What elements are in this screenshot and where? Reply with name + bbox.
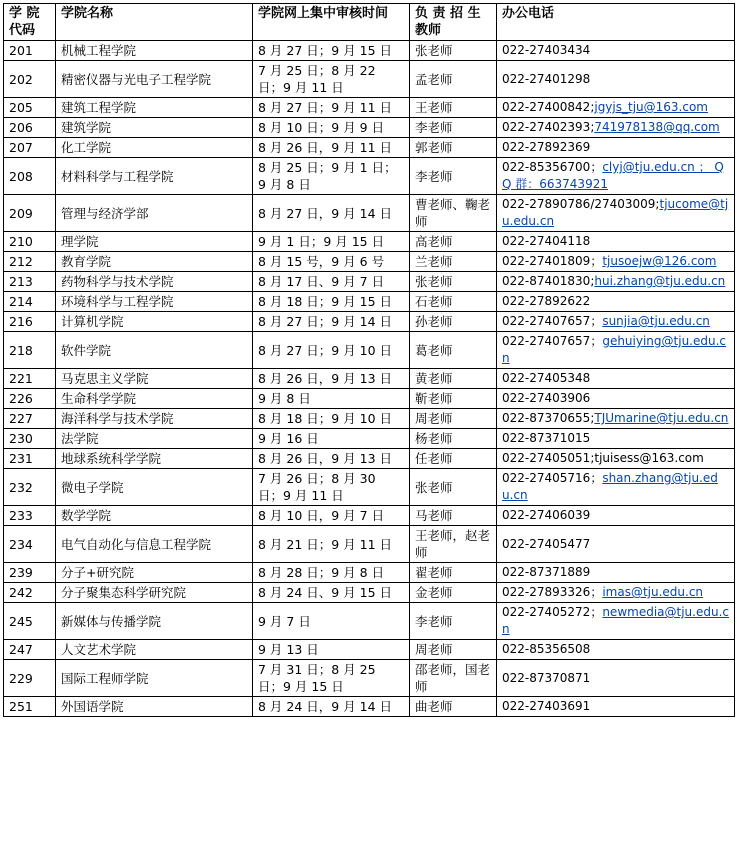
college-name-cell: 外国语学院 <box>56 697 253 717</box>
contact-cell <box>497 138 735 158</box>
office-phone: 022-87370655; <box>502 411 595 425</box>
college-name-cell: 精密仪器与光电子工程学院 <box>56 61 253 98</box>
office-phone: 022-27404118 <box>502 234 591 248</box>
review-time-cell: 9 月 8 日 <box>253 389 410 409</box>
review-time-cell: 8 月 28 日；9 月 8 日 <box>253 563 410 583</box>
college-code-cell: 229 <box>4 660 56 697</box>
table-row <box>4 312 735 332</box>
teacher-cell: 郭老师 <box>410 138 497 158</box>
college-code-cell: 218 <box>4 332 56 369</box>
table-row <box>4 118 735 138</box>
office-phone: 022-87371889 <box>502 565 591 579</box>
contact-cell <box>497 332 735 369</box>
college-name-cell: 生命科学学院 <box>56 389 253 409</box>
college-code-cell: 206 <box>4 118 56 138</box>
teacher-cell: 曲老师 <box>410 697 497 717</box>
office-phone: 022-27407657； <box>502 314 603 328</box>
table-row <box>4 603 735 640</box>
teacher-cell: 孙老师 <box>410 312 497 332</box>
teacher-cell: 李老师 <box>410 603 497 640</box>
college-contact-table <box>3 3 735 717</box>
review-time-cell: 8 月 26 日，9 月 13 日 <box>253 449 410 469</box>
college-name-cell: 材料科学与工程学院 <box>56 158 253 195</box>
office-phone: 022-27400842; <box>502 100 595 114</box>
teacher-cell: 王老师 <box>410 98 497 118</box>
header-office-phone: 办公电话 <box>497 4 735 41</box>
review-time-cell: 7 月 25 日；8 月 22 日；9 月 11 日 <box>253 61 410 98</box>
table-row <box>4 369 735 389</box>
review-time-cell: 8 月 26 日，9 月 13 日 <box>253 369 410 389</box>
table-row <box>4 409 735 429</box>
contact-cell <box>497 158 735 195</box>
table-row <box>4 583 735 603</box>
office-phone: 022-27892369 <box>502 140 591 154</box>
office-phone: 022-27403691 <box>502 699 591 713</box>
college-name-cell: 建筑学院 <box>56 118 253 138</box>
table-row <box>4 61 735 98</box>
email-link[interactable]: clyj@tju.edu.cn ； QQ 群：663743921 <box>502 160 724 191</box>
contact-cell <box>497 98 735 118</box>
contact-cell <box>497 118 735 138</box>
contact-cell <box>497 563 735 583</box>
contact-cell <box>497 195 735 232</box>
review-time-cell: 9 月 16 日 <box>253 429 410 449</box>
review-time-cell: 8 月 27 日；9 月 10 日 <box>253 332 410 369</box>
office-phone: 022-87370871 <box>502 670 591 685</box>
college-code-cell: 230 <box>4 429 56 449</box>
college-code-cell: 210 <box>4 232 56 252</box>
college-name-cell: 软件学院 <box>56 332 253 369</box>
contact-cell <box>497 506 735 526</box>
email-text: tjuisess@163.com <box>594 451 704 465</box>
contact-cell <box>497 389 735 409</box>
teacher-cell: 石老师 <box>410 292 497 312</box>
office-phone: 022-27405348 <box>502 371 591 385</box>
college-name-cell: 药物科学与技术学院 <box>56 272 253 292</box>
college-code-cell: 247 <box>4 640 56 660</box>
college-name-cell: 理学院 <box>56 232 253 252</box>
table-body <box>4 41 735 717</box>
table-row <box>4 660 735 697</box>
review-time-cell: 8 月 26 日，9 月 11 日 <box>253 138 410 158</box>
table-header <box>4 4 735 41</box>
review-time-cell: 8 月 10 日；9 月 9 日 <box>253 118 410 138</box>
header-row <box>4 4 735 41</box>
email-link[interactable]: TJUmarine@tju.edu.cn <box>594 411 729 425</box>
office-phone: 022-27407657； <box>502 334 603 348</box>
office-phone: 022-27402393; <box>502 120 595 134</box>
teacher-cell: 翟老师 <box>410 563 497 583</box>
college-name-cell: 国际工程师学院 <box>56 660 253 697</box>
table-row <box>4 158 735 195</box>
teacher-cell: 邵老师，国老师 <box>410 660 497 697</box>
teacher-cell: 张老师 <box>410 41 497 61</box>
table-row <box>4 332 735 369</box>
review-time-cell: 8 月 10 日，9 月 7 日 <box>253 506 410 526</box>
teacher-cell: 兰老师 <box>410 252 497 272</box>
contact-cell <box>497 583 735 603</box>
college-code-cell: 202 <box>4 61 56 98</box>
college-name-cell: 建筑工程学院 <box>56 98 253 118</box>
college-name-cell: 机械工程学院 <box>56 41 253 61</box>
table-row <box>4 469 735 506</box>
college-code-cell: 233 <box>4 506 56 526</box>
table-row <box>4 195 735 232</box>
college-code-cell: 212 <box>4 252 56 272</box>
teacher-cell: 马老师 <box>410 506 497 526</box>
college-code-cell: 213 <box>4 272 56 292</box>
teacher-cell: 金老师 <box>410 583 497 603</box>
contact-cell <box>497 429 735 449</box>
review-time-cell: 8 月 21 日；9 月 11 日 <box>253 526 410 563</box>
review-time-cell: 7 月 26 日；8 月 30 日；9 月 11 日 <box>253 469 410 506</box>
office-phone: 022-85356700； <box>502 160 603 174</box>
college-name-cell: 人文艺术学院 <box>56 640 253 660</box>
table-row <box>4 506 735 526</box>
college-name-cell: 地球系统科学学院 <box>56 449 253 469</box>
college-name-cell: 化工学院 <box>56 138 253 158</box>
teacher-cell: 李老师 <box>410 118 497 138</box>
table-row <box>4 98 735 118</box>
college-code-cell: 216 <box>4 312 56 332</box>
teacher-cell: 周老师 <box>410 409 497 429</box>
office-phone: 022-27401298 <box>502 71 591 86</box>
office-phone: 022-27405051; <box>502 451 595 465</box>
review-time-cell: 8 月 27 日；9 月 14 日 <box>253 312 410 332</box>
table-row <box>4 449 735 469</box>
office-phone: 022-27892622 <box>502 294 591 308</box>
contact-cell <box>497 41 735 61</box>
college-code-cell: 251 <box>4 697 56 717</box>
table-row <box>4 389 735 409</box>
table-row <box>4 292 735 312</box>
office-phone: 022-87371015 <box>502 431 591 445</box>
review-time-cell: 9 月 1 日；9 月 15 日 <box>253 232 410 252</box>
review-time-cell: 8 月 17 日、9 月 7 日 <box>253 272 410 292</box>
college-name-cell: 管理与经济学部 <box>56 195 253 232</box>
review-time-cell: 8 月 27 日；9 月 11 日 <box>253 98 410 118</box>
table-row <box>4 41 735 61</box>
contact-cell <box>497 469 735 506</box>
table-row <box>4 138 735 158</box>
teacher-cell: 高老师 <box>410 232 497 252</box>
office-phone: 022-27406039 <box>502 508 591 522</box>
office-phone: 022-27893326； <box>502 585 603 599</box>
email-link[interactable]: shan.zhang@tju.edu.cn <box>502 471 718 502</box>
teacher-cell: 黄老师 <box>410 369 497 389</box>
table-row <box>4 272 735 292</box>
office-phone: 022-87401830; <box>502 274 595 288</box>
college-code-cell: 207 <box>4 138 56 158</box>
teacher-cell: 王老师，赵老师 <box>410 526 497 563</box>
contact-cell <box>497 312 735 332</box>
table-row <box>4 640 735 660</box>
office-phone: 022-27401809； <box>502 254 603 268</box>
college-code-cell: 214 <box>4 292 56 312</box>
contact-cell <box>497 603 735 640</box>
office-phone: 022-27405716； <box>502 471 603 485</box>
college-code-cell: 227 <box>4 409 56 429</box>
email-link[interactable]: tjusoejw@126.com <box>602 254 717 268</box>
college-code-cell: 201 <box>4 41 56 61</box>
office-phone: 022-27405477 <box>502 536 591 551</box>
contact-cell <box>497 409 735 429</box>
teacher-cell: 曹老师、鞠老师 <box>410 195 497 232</box>
contact-cell <box>497 272 735 292</box>
college-code-cell: 205 <box>4 98 56 118</box>
contact-cell <box>497 697 735 717</box>
college-name-cell: 数学学院 <box>56 506 253 526</box>
college-name-cell: 法学院 <box>56 429 253 449</box>
college-code-cell: 245 <box>4 603 56 640</box>
contact-cell <box>497 449 735 469</box>
college-name-cell: 微电子学院 <box>56 469 253 506</box>
email-link[interactable]: 741978138@qq.com <box>594 120 720 134</box>
teacher-cell: 任老师 <box>410 449 497 469</box>
college-code-cell: 231 <box>4 449 56 469</box>
teacher-cell: 张老师 <box>410 469 497 506</box>
table-row <box>4 232 735 252</box>
college-name-cell: 教育学院 <box>56 252 253 272</box>
office-phone: 022-27405272； <box>502 605 603 619</box>
contact-cell <box>497 640 735 660</box>
contact-cell <box>497 526 735 563</box>
email-link[interactable]: jgyjs_tju@163.com <box>594 100 708 114</box>
office-phone: 022-27403434 <box>502 43 591 57</box>
college-name-cell: 分子+研究院 <box>56 563 253 583</box>
office-phone: 022-27890786/27403009; <box>502 197 660 211</box>
college-code-cell: 208 <box>4 158 56 195</box>
header-college-code: 学 院 代码 <box>4 4 56 41</box>
review-time-cell: 8 月 27 日，9 月 14 日 <box>253 195 410 232</box>
college-code-cell: 242 <box>4 583 56 603</box>
teacher-cell: 靳老师 <box>410 389 497 409</box>
teacher-cell: 葛老师 <box>410 332 497 369</box>
email-link[interactable]: imas@tju.edu.cn <box>602 585 704 599</box>
teacher-cell: 孟老师 <box>410 61 497 98</box>
college-name-cell: 环境科学与工程学院 <box>56 292 253 312</box>
table-row <box>4 563 735 583</box>
teacher-cell: 李老师 <box>410 158 497 195</box>
review-time-cell: 8 月 18 日；9 月 15 日 <box>253 292 410 312</box>
teacher-cell: 张老师 <box>410 272 497 292</box>
college-code-cell: 239 <box>4 563 56 583</box>
college-name-cell: 马克思主义学院 <box>56 369 253 389</box>
email-link[interactable]: newmedia@tju.edu.cn <box>502 605 729 636</box>
email-link[interactable]: sunjia@tju.edu.cn <box>602 314 710 328</box>
contact-cell <box>497 61 735 98</box>
contact-cell <box>497 232 735 252</box>
college-code-cell: 226 <box>4 389 56 409</box>
contact-cell <box>497 369 735 389</box>
review-time-cell: 8 月 27 日；9 月 15 日 <box>253 41 410 61</box>
teacher-cell: 周老师 <box>410 640 497 660</box>
email-link[interactable]: gehuiying@tju.edu.cn <box>502 334 727 365</box>
college-name-cell: 电气自动化与信息工程学院 <box>56 526 253 563</box>
table-row <box>4 526 735 563</box>
contact-cell <box>497 292 735 312</box>
review-time-cell: 8 月 24 日，9 月 14 日 <box>253 697 410 717</box>
contact-cell <box>497 252 735 272</box>
contact-cell <box>497 660 735 697</box>
review-time-cell: 9 月 13 日 <box>253 640 410 660</box>
teacher-cell: 杨老师 <box>410 429 497 449</box>
table-row <box>4 429 735 449</box>
review-time-cell: 7 月 31 日；8 月 25 日；9 月 15 日 <box>253 660 410 697</box>
college-name-cell: 分子聚集态科学研究院 <box>56 583 253 603</box>
office-phone: 022-27403906 <box>502 391 591 405</box>
review-time-cell: 9 月 7 日 <box>253 603 410 640</box>
college-code-cell: 234 <box>4 526 56 563</box>
college-name-cell: 新媒体与传播学院 <box>56 603 253 640</box>
office-phone: 022-85356508 <box>502 642 591 656</box>
college-code-cell: 209 <box>4 195 56 232</box>
header-review-time: 学院网上集中审核时间 <box>253 4 410 41</box>
table-row <box>4 252 735 272</box>
college-code-cell: 232 <box>4 469 56 506</box>
email-link[interactable]: hui.zhang@tju.edu.cn <box>594 274 726 288</box>
college-name-cell: 海洋科学与技术学院 <box>56 409 253 429</box>
review-time-cell: 8 月 18 日；9 月 10 日 <box>253 409 410 429</box>
college-name-cell: 计算机学院 <box>56 312 253 332</box>
header-college-name: 学院名称 <box>56 4 253 41</box>
review-time-cell: 8 月 24 日、9 月 15 日 <box>253 583 410 603</box>
table-row <box>4 697 735 717</box>
college-code-cell: 221 <box>4 369 56 389</box>
review-time-cell: 8 月 15 号，9 月 6 号 <box>253 252 410 272</box>
header-teacher: 负 责 招 生 教师 <box>410 4 497 41</box>
email-link[interactable]: tjucome@tju.edu.cn <box>502 197 729 228</box>
review-time-cell: 8 月 25 日；9 月 1 日；9 月 8 日 <box>253 158 410 195</box>
